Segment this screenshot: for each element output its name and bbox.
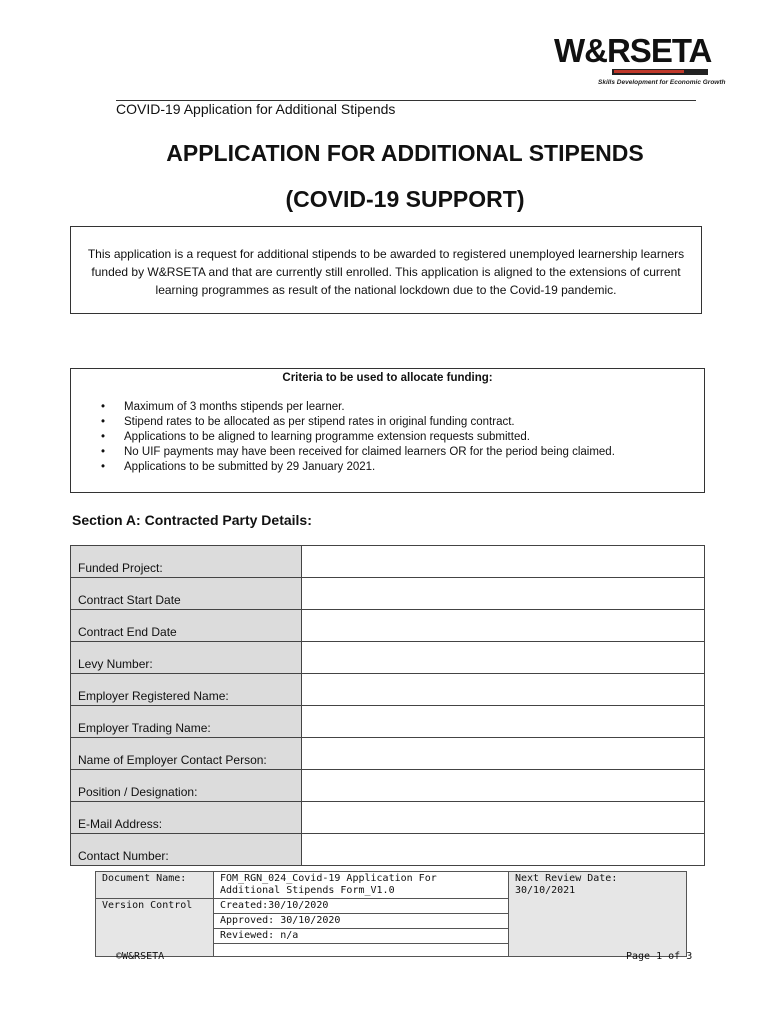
levy-number-field[interactable]	[302, 642, 705, 674]
contact-number-field[interactable]	[302, 834, 705, 866]
table-row	[71, 674, 705, 706]
levy-number-label: Levy Number:	[71, 642, 302, 674]
table-row	[71, 610, 705, 642]
criteria-title: Criteria to be used to allocate funding:	[282, 372, 493, 384]
logo-tagline: Skills Development for Economic Growth	[598, 79, 726, 86]
blank-cell	[214, 944, 509, 957]
document-control-table	[95, 871, 687, 957]
contact-person-label: Name of Employer Contact Person:	[71, 738, 302, 770]
position-label: Position / Designation:	[71, 770, 302, 802]
table-row	[71, 834, 705, 866]
next-review-date: Next Review Date: 30/10/2021	[509, 872, 687, 957]
criteria-list	[101, 400, 615, 475]
section-a-title: Section A: Contracted Party Details:	[72, 512, 312, 528]
page-title: APPLICATION FOR ADDITIONAL STIPENDS	[166, 140, 644, 166]
page-subtitle: (COVID-19 SUPPORT)	[285, 186, 525, 212]
intro-text: This application is a request for additional stipends to be awarded to registered unemployed learnership learners funded by W&RSETA and that are currently still enrolled. This application is aligned to the extensions of current learning programmes as result of the national lockdown due to the Covid-19 pandemic.	[87, 247, 685, 297]
email-field[interactable]	[302, 802, 705, 834]
table-row	[71, 642, 705, 674]
table-row	[71, 706, 705, 738]
contact-number-label: Contact Number:	[71, 834, 302, 866]
criteria-item: • No UIF payments may have been received for claimed learners OR for the period being claimed.	[101, 445, 615, 460]
contract-end-date-label: Contract End Date	[71, 610, 302, 642]
table-row	[71, 546, 705, 578]
created-date: Created:30/10/2020	[214, 899, 509, 914]
page-number: Page 1 of 3	[626, 951, 693, 962]
contracted-party-table	[70, 545, 705, 866]
contract-start-date-field[interactable]	[302, 578, 705, 610]
funded-project-field[interactable]	[302, 546, 705, 578]
employer-trading-name-field[interactable]	[302, 706, 705, 738]
contract-end-date-field[interactable]	[302, 610, 705, 642]
approved-date: Approved: 30/10/2020	[214, 914, 509, 929]
criteria-item: • Stipend rates to be allocated as per stipend rates in original funding contract.	[101, 415, 615, 430]
contract-start-date-label: Contract Start Date	[71, 578, 302, 610]
wrseta-logo	[552, 22, 726, 90]
employer-registered-name-field[interactable]	[302, 674, 705, 706]
criteria-item: • Maximum of 3 months stipends per learner.	[101, 400, 615, 415]
version-control-label: Version Control	[96, 899, 214, 957]
table-row	[71, 578, 705, 610]
reviewed-date: Reviewed: n/a	[214, 929, 509, 944]
employer-trading-name-label: Employer Trading Name:	[71, 706, 302, 738]
criteria-item: • Applications to be submitted by 29 January 2021.	[101, 460, 615, 475]
logo-brand: W&RSETA	[554, 32, 712, 69]
criteria-box	[70, 368, 705, 493]
doc-name-label: Document Name:	[96, 872, 214, 899]
copyright: ©W&RSETA	[116, 951, 165, 962]
logo-flag	[614, 70, 684, 73]
intro-box	[70, 226, 702, 314]
funded-project-label: Funded Project:	[71, 546, 302, 578]
doc-name-value: FOM_RGN_024_Covid-19 Application For Additional Stipends Form_V1.0	[214, 872, 509, 899]
table-row	[71, 770, 705, 802]
position-field[interactable]	[302, 770, 705, 802]
header-title: COVID-19 Application for Additional Stipends	[116, 101, 396, 117]
criteria-item: • Applications to be aligned to learning programme extension requests submitted.	[101, 430, 615, 445]
table-row	[71, 738, 705, 770]
table-row	[71, 802, 705, 834]
employer-registered-name-label: Employer Registered Name:	[71, 674, 302, 706]
contact-person-field[interactable]	[302, 738, 705, 770]
email-label: E-Mail Address:	[71, 802, 302, 834]
